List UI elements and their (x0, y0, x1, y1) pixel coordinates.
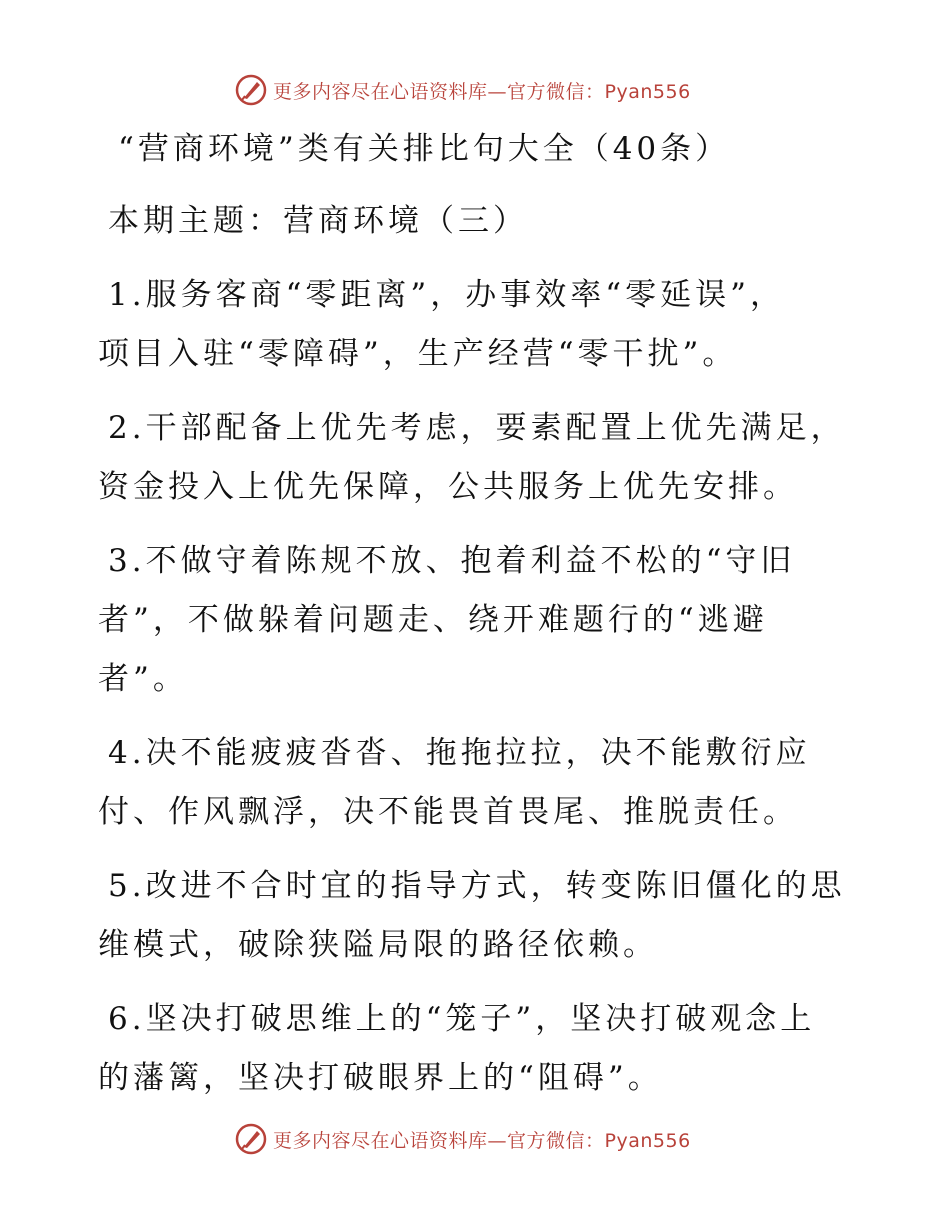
list-item-3-line-1: 3.不做守着陈规不放、抱着利益不松的“守旧 (108, 543, 796, 579)
list-item-3-line-2: 者”，不做躲着问题走、绕开难题行的“逃避 (98, 602, 768, 638)
list-item-1-line-1: 1.服务客商“零距离”，办事效率“零延误”， (108, 277, 785, 313)
list-item-2-line-1: 2.干部配备上优先考虑，要素配置上优先满足， (108, 410, 846, 446)
list-item-1-line-2: 项目入驻“零障碍”，生产经营“零干扰”。 (98, 336, 738, 372)
section-subtitle: 本期主题：营商环境（三） (108, 203, 528, 239)
list-item-2-line-2: 资金投入上优先保障，公共服务上优先安排。 (98, 469, 798, 505)
list-item-5-line-2: 维模式，破除狭隘局限的路径依赖。 (98, 927, 658, 963)
document-title: “营商环境”类有关排比句大全（40条） (118, 131, 731, 167)
header-watermark (235, 71, 691, 109)
quill-logo-icon (235, 1123, 267, 1155)
list-item-6-line-1: 6.坚决打破思维上的“笼子”，坚决打破观念上 (108, 1001, 816, 1037)
watermark-text: 更多内容尽在心语资料库—官方微信：Pyan556 (273, 80, 691, 103)
footer-watermark (235, 1120, 691, 1158)
list-item-4-line-1: 4.决不能疲疲沓沓、拖拖拉拉，决不能敷衍应 (108, 735, 811, 771)
watermark-text: 更多内容尽在心语资料库—官方微信：Pyan556 (273, 1129, 691, 1152)
list-item-6-line-2: 的藩篱，坚决打破眼界上的“阻碍”。 (98, 1060, 663, 1096)
list-item-4-line-2: 付、作风飘浮，决不能畏首畏尾、推脱责任。 (98, 794, 798, 830)
quill-logo-icon (235, 74, 267, 106)
list-item-3-line-3: 者”。 (98, 661, 188, 697)
list-item-5-line-1: 5.改进不合时宜的指导方式，转变陈旧僵化的思 (108, 868, 846, 904)
